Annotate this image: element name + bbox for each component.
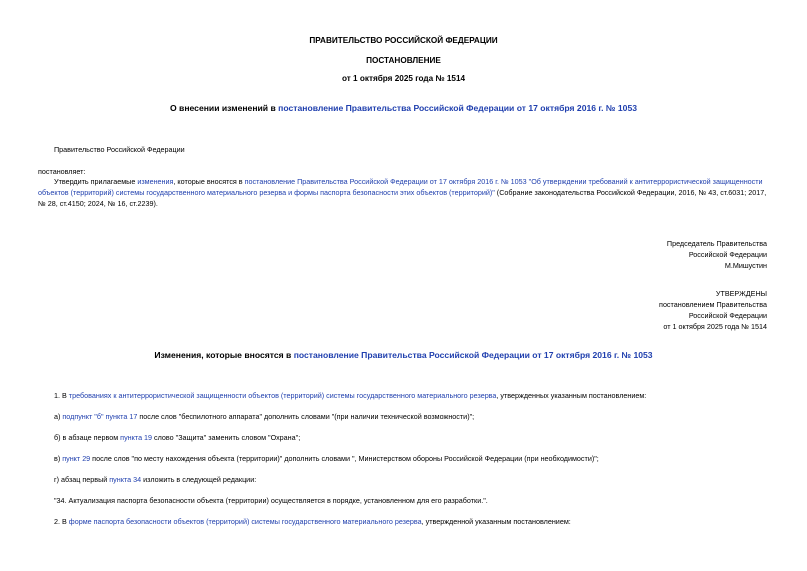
item-g [54, 475, 256, 484]
p1-text-a: Утвердить прилагаемые [54, 177, 138, 186]
item-a [54, 412, 474, 421]
changes-link[interactable]: изменения [137, 177, 174, 186]
signature-title: Председатель Правительства [666, 239, 767, 248]
approved-by: постановлением Правительства [659, 300, 767, 309]
changes-title [0, 350, 807, 360]
preamble-paragraph [38, 176, 769, 209]
item-v [54, 454, 599, 463]
approved-label: УТВЕРЖДЕНЫ [715, 289, 767, 298]
item-2 [54, 517, 571, 526]
quote-paragraph: "34. Актуализация паспорта безопасности объекта (территории) осуществляется в порядке, установленном для его разработки.". [54, 496, 488, 505]
item-a-text-b: после слов "беспилотного аппарата" дополнить словами "(при наличии технической возможности)"; [137, 412, 475, 421]
item-v-text-b: после слов "по месту нахождения объекта (территории)" дополнить словами ", Министерством обороны Российской Федерации (при необходимости)"; [90, 454, 599, 463]
document-title [0, 103, 807, 113]
doc-type-heading: ПОСТАНОВЛЕНИЕ [366, 56, 441, 65]
signature-name: М.Мишустин [724, 261, 767, 270]
item-2-text-a: 2. В [54, 517, 69, 526]
org-heading: ПРАВИТЕЛЬСТВО РОССИЙСКОЙ ФЕДЕРАЦИИ [309, 36, 498, 45]
approved-date: от 1 октября 2025 года № 1514 [663, 322, 767, 331]
passport-form-link[interactable]: форме паспорта безопасности объектов (территорий) системы государственного материального резерва [68, 517, 422, 526]
government-label: Правительство Российской Федерации [54, 145, 185, 154]
decides-label: постановляет: [38, 167, 86, 176]
point-19-link[interactable]: пункта 19 [120, 433, 153, 442]
item-v-text-a: в) [54, 454, 63, 463]
p1-text-c: (Собрание законодательства Российской Федерации, 2016, № 43, ст.6031; 2017, № 28, ст.4150; 2024, № 16, ст.2239). [38, 188, 767, 208]
point-34-link[interactable]: пункта 34 [109, 475, 142, 484]
title-link[interactable]: постановление Правительства Российской Федерации от 17 октября 2016 г. № 1053 [278, 103, 638, 113]
subpoint-17-link[interactable]: подпункт "б" пункта 17 [62, 412, 138, 421]
item-b-text-a: б) в абзаце первом [54, 433, 121, 442]
item-g-text-a: г) абзац первый [54, 475, 110, 484]
p1-text-b: , которые вносятся в [173, 177, 245, 186]
item-1-text-b: , утвержденных указанным постановлением: [496, 391, 647, 400]
item-a-text-a: а) [54, 412, 63, 421]
resolution-link[interactable]: постановление Правительства Российской Федерации от 17 октября 2016 г. № 1053 "Об утверждении требований к антитеррористической защищенности объектов (территорий) системы государственного материального резерва и формы паспорта безопасности этих объектов (территорий)" [38, 177, 763, 197]
changes-title-prefix: Изменения, которые вносятся в [154, 350, 294, 360]
requirements-link[interactable]: требованиях к антитеррористической защищенности объектов (территорий) системы государственного материального резерва [68, 391, 497, 400]
title-prefix: О внесении изменений в [169, 103, 279, 113]
item-b-text-b: слово "Защита" заменить словом "Охрана"; [152, 433, 301, 442]
item-2-text-b: , утвержденной указанным постановлением: [421, 517, 571, 526]
item-g-text-b: изложить в следующей редакции: [141, 475, 257, 484]
point-29-link[interactable]: пункт 29 [62, 454, 91, 463]
signature-org: Российской Федерации [688, 250, 767, 259]
item-1-text-a: 1. В [54, 391, 69, 400]
date-number-heading: от 1 октября 2025 года № 1514 [341, 74, 466, 83]
changes-title-link[interactable]: постановление Правительства Российской Федерации от 17 октября 2016 г. № 1053 [293, 350, 653, 360]
item-1 [54, 391, 646, 400]
item-b [54, 433, 300, 442]
approved-org: Российской Федерации [688, 311, 767, 320]
